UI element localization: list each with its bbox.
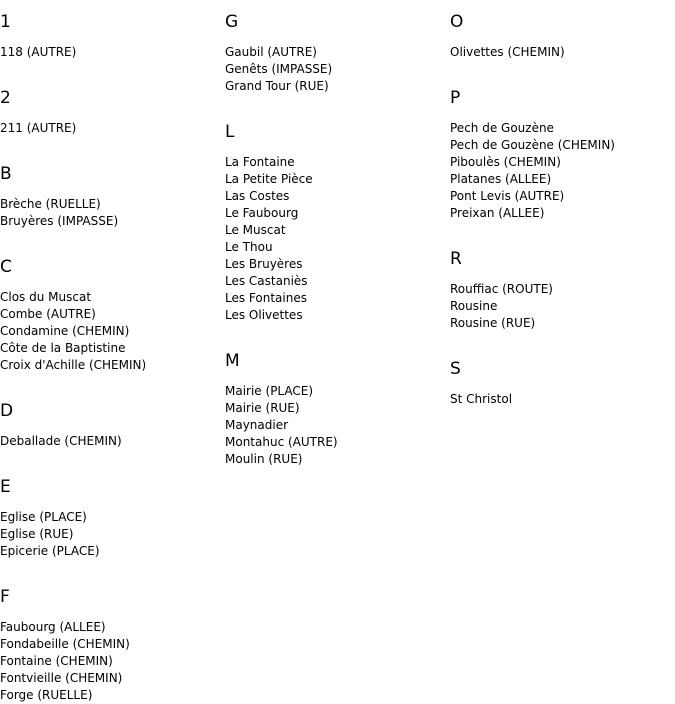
letter-group-r: [450, 245, 670, 332]
street-item-les-olivettes[interactable]: Les Olivettes: [225, 308, 303, 322]
letter-group-f: [0, 583, 220, 704]
group-spacer: [0, 137, 220, 160]
group-spacer: [0, 450, 220, 473]
street-list: [450, 44, 670, 61]
index-column: [225, 8, 445, 468]
letter-heading: C: [0, 257, 12, 277]
street-item-fondabeille-chemin[interactable]: Fondabeille (CHEMIN): [0, 637, 130, 651]
letter-heading: 1: [0, 12, 11, 32]
letter-heading: L: [225, 122, 235, 142]
letter-group-e: [0, 473, 220, 560]
street-item-genets-impasse[interactable]: Genêts (IMPASSE): [225, 62, 333, 76]
street-item-211-autre[interactable]: 211 (AUTRE): [0, 121, 77, 135]
street-item-croix-d-achille-chemin[interactable]: Croix d'Achille (CHEMIN): [0, 358, 147, 372]
index-column: [450, 8, 670, 408]
street-list: [0, 289, 220, 374]
street-item-rouffiac-route[interactable]: Rouffiac (ROUTE): [450, 282, 553, 296]
street-item-condamine-chemin[interactable]: Condamine (CHEMIN): [0, 324, 130, 338]
letter-heading: 2: [0, 88, 11, 108]
group-spacer: [450, 222, 670, 245]
street-item-las-costes[interactable]: Las Costes: [225, 189, 290, 203]
street-item-forge-ruelle[interactable]: Forge (RUELLE): [0, 688, 93, 702]
street-item-la-fontaine[interactable]: La Fontaine: [225, 155, 295, 169]
group-spacer: [225, 95, 445, 118]
group-spacer: [0, 374, 220, 397]
street-item-grand-tour-rue[interactable]: Grand Tour (RUE): [225, 79, 329, 93]
letter-heading: G: [225, 12, 239, 32]
group-spacer: [0, 230, 220, 253]
group-spacer: [450, 332, 670, 355]
letter-heading: F: [0, 587, 10, 607]
street-item-118-autre[interactable]: 118 (AUTRE): [0, 45, 77, 59]
street-list: [0, 196, 220, 230]
street-item-maynadier[interactable]: Maynadier: [225, 418, 289, 432]
letter-group-d: [0, 397, 220, 450]
street-item-piboules-chemin[interactable]: Piboulès (CHEMIN): [450, 155, 561, 169]
street-item-pont-levis-autre[interactable]: Pont Levis (AUTRE): [450, 189, 565, 203]
street-item-faubourg-allee[interactable]: Faubourg (ALLEE): [0, 620, 106, 634]
street-list: [450, 281, 670, 332]
street-item-les-fontaines[interactable]: Les Fontaines: [225, 291, 307, 305]
street-list: [0, 120, 220, 137]
street-item-eglise-place[interactable]: Eglise (PLACE): [0, 510, 87, 524]
street-item-mairie-rue[interactable]: Mairie (RUE): [225, 401, 300, 415]
street-list: [0, 619, 220, 704]
street-item-moulin-rue[interactable]: Moulin (RUE): [225, 452, 303, 466]
street-item-preixan-allee[interactable]: Preixan (ALLEE): [450, 206, 545, 220]
street-item-breche-ruelle[interactable]: Brèche (RUELLE): [0, 197, 101, 211]
street-item-rousine-rue[interactable]: Rousine (RUE): [450, 316, 536, 330]
street-item-le-muscat[interactable]: Le Muscat: [225, 223, 286, 237]
group-spacer: [0, 560, 220, 583]
letter-heading: D: [0, 401, 14, 421]
street-item-montahuc-autre[interactable]: Montahuc (AUTRE): [225, 435, 338, 449]
street-list: [450, 391, 670, 408]
street-item-st-christol[interactable]: St Christol: [450, 392, 513, 406]
letter-group-m: [225, 347, 445, 468]
letter-heading: E: [0, 477, 11, 497]
letter-heading: R: [450, 249, 462, 269]
letter-group-g: [225, 8, 445, 95]
street-list: [0, 433, 220, 450]
street-list: [450, 120, 670, 222]
street-item-eglise-rue[interactable]: Eglise (RUE): [0, 527, 74, 541]
letter-heading: S: [450, 359, 461, 379]
street-item-les-castanies[interactable]: Les Castaniès: [225, 274, 308, 288]
street-item-le-faubourg[interactable]: Le Faubourg: [225, 206, 299, 220]
street-item-pech-de-gouzene-chemin[interactable]: Pech de Gouzène (CHEMIN): [450, 138, 615, 152]
street-item-olivettes-chemin[interactable]: Olivettes (CHEMIN): [450, 45, 565, 59]
index-column: [0, 8, 220, 704]
street-item-les-bruyeres[interactable]: Les Bruyères: [225, 257, 303, 271]
street-item-platanes-allee[interactable]: Platanes (ALLEE): [450, 172, 552, 186]
street-item-epicerie-place[interactable]: Epicerie (PLACE): [0, 544, 100, 558]
letter-heading: O: [450, 12, 464, 32]
street-item-fontaine-chemin[interactable]: Fontaine (CHEMIN): [0, 654, 113, 668]
letter-group-2: [0, 84, 220, 137]
street-list: [225, 383, 445, 468]
group-spacer: [225, 324, 445, 347]
street-item-rousine[interactable]: Rousine: [450, 299, 498, 313]
letter-group-o: [450, 8, 670, 61]
letter-group-b: [0, 160, 220, 230]
street-item-cote-de-la-baptistine[interactable]: Côte de la Baptistine: [0, 341, 126, 355]
street-item-deballade-chemin[interactable]: Deballade (CHEMIN): [0, 434, 122, 448]
street-item-mairie-place[interactable]: Mairie (PLACE): [225, 384, 314, 398]
street-item-combe-autre[interactable]: Combe (AUTRE): [0, 307, 96, 321]
street-item-pech-de-gouzene[interactable]: Pech de Gouzène: [450, 121, 554, 135]
letter-group-l: [225, 118, 445, 324]
letter-heading: B: [0, 164, 12, 184]
street-list: [225, 154, 445, 324]
group-spacer: [0, 61, 220, 84]
group-spacer: [450, 61, 670, 84]
street-item-la-petite-piece[interactable]: La Petite Pièce: [225, 172, 313, 186]
letter-group-p: [450, 84, 670, 222]
letter-group-1: [0, 8, 220, 61]
street-item-bruyeres-impasse[interactable]: Bruyères (IMPASSE): [0, 214, 119, 228]
street-list: [225, 44, 445, 95]
street-list: [0, 509, 220, 560]
letter-heading: M: [225, 351, 240, 371]
street-item-le-thou[interactable]: Le Thou: [225, 240, 273, 254]
letter-heading: P: [450, 88, 461, 108]
letter-group-s: [450, 355, 670, 408]
letter-group-c: [0, 253, 220, 374]
street-item-gaubil-autre[interactable]: Gaubil (AUTRE): [225, 45, 317, 59]
street-item-fontvieille-chemin[interactable]: Fontvieille (CHEMIN): [0, 671, 123, 685]
street-item-clos-du-muscat[interactable]: Clos du Muscat: [0, 290, 92, 304]
street-list: [0, 44, 220, 61]
